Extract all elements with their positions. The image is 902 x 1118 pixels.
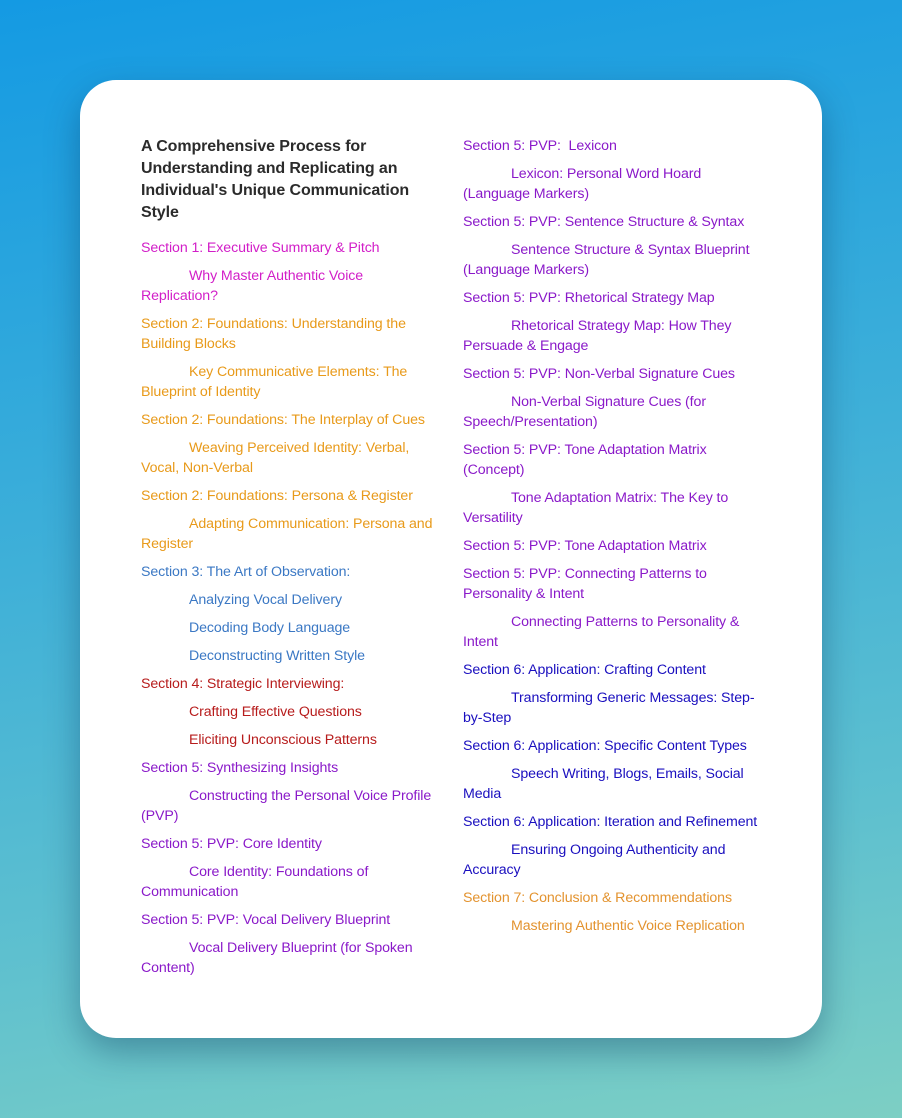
toc-link-section-6-content-types[interactable]: Section 6: Application: Specific Content Types [463, 738, 747, 754]
toc-link-vocal-blueprint[interactable]: Vocal Delivery Blueprint (for Spoken Content) [141, 940, 413, 976]
toc-link-section-5-tone-matrix[interactable]: Section 5: PVP: Tone Adaptation Matrix [463, 538, 707, 554]
toc-link-ongoing-authenticity[interactable]: Ensuring Ongoing Authenticity and Accuracy [463, 842, 726, 878]
toc-link-speech-writing[interactable]: Speech Writing, Blogs, Emails, Social Media [463, 766, 744, 802]
toc-link-key-elements[interactable]: Key Communicative Elements: The Blueprint of Identity [141, 364, 408, 400]
toc-link-nonverbal[interactable]: Non-Verbal Signature Cues (for Speech/Presentation) [463, 394, 706, 430]
toc-link-why-master[interactable]: Why Master Authentic Voice Replication? [141, 268, 364, 304]
toc-link-weaving-identity[interactable]: Weaving Perceived Identity: Verbal, Vocal, Non-Verbal [141, 440, 410, 476]
toc-link-section-1[interactable]: Section 1: Executive Summary & Pitch [141, 240, 380, 256]
toc-link-section-5-nonverbal[interactable]: Section 5: PVP: Non-Verbal Signature Cues [463, 366, 735, 382]
toc-link-written-style[interactable]: Deconstructing Written Style [189, 648, 365, 664]
document-card [80, 80, 822, 1038]
toc-left-column [141, 136, 441, 986]
toc-link-section-5-lexicon[interactable]: Section 5: PVP: Lexicon [463, 138, 617, 154]
toc-link-transforming-messages[interactable]: Transforming Generic Messages: Step-by-Step [463, 690, 755, 726]
toc-link-vocal-delivery[interactable]: Analyzing Vocal Delivery [189, 592, 342, 608]
toc-link-section-5-vocal-blueprint[interactable]: Section 5: PVP: Vocal Delivery Blueprint [141, 912, 391, 928]
toc-link-section-5-tone-concept[interactable]: Section 5: PVP: Tone Adaptation Matrix (Concept) [463, 442, 707, 478]
toc-link-constructing-pvp[interactable]: Constructing the Personal Voice Profile (PVP) [141, 788, 432, 824]
toc-link-section-2-persona[interactable]: Section 2: Foundations: Persona & Register [141, 488, 413, 504]
toc-link-body-language[interactable]: Decoding Body Language [189, 620, 351, 636]
toc-link-section-5-sentence-structure[interactable]: Section 5: PVP: Sentence Structure & Syntax [463, 214, 745, 230]
toc-link-adapting-communication[interactable]: Adapting Communication: Persona and Register [141, 516, 433, 552]
toc-link-mastering-replication[interactable]: Mastering Authentic Voice Replication [511, 918, 745, 934]
document-title: A Comprehensive Process for Understanding and Replicating an Individual's Unique Communication Style [141, 138, 410, 221]
toc-link-section-6-iteration[interactable]: Section 6: Application: Iteration and Refinement [463, 814, 758, 830]
toc-link-section-2-building-blocks[interactable]: Section 2: Foundations: Understanding the Building Blocks [141, 316, 406, 352]
toc-link-sentence-structure[interactable]: Sentence Structure & Syntax Blueprint (Language Markers) [463, 242, 750, 278]
toc-link-rhetorical[interactable]: Rhetorical Strategy Map: How They Persuade & Engage [463, 318, 732, 354]
toc-link-connecting-patterns[interactable]: Connecting Patterns to Personality & Intent [463, 614, 740, 650]
toc-link-section-2-interplay[interactable]: Section 2: Foundations: The Interplay of Cues [141, 412, 425, 428]
toc-link-section-3[interactable]: Section 3: The Art of Observation: [141, 564, 351, 580]
toc-right-column [463, 136, 768, 944]
toc-link-section-5-connecting[interactable]: Section 5: PVP: Connecting Patterns to Personality & Intent [463, 566, 707, 602]
toc-link-unconscious-patterns[interactable]: Eliciting Unconscious Patterns [189, 732, 377, 748]
toc-link-lexicon[interactable]: Lexicon: Personal Word Hoard (Language Markers) [463, 166, 702, 202]
toc-link-section-5-synthesizing[interactable]: Section 5: Synthesizing Insights [141, 760, 339, 776]
toc-link-section-4[interactable]: Section 4: Strategic Interviewing: [141, 676, 345, 692]
toc-link-section-6-crafting[interactable]: Section 6: Application: Crafting Content [463, 662, 706, 678]
toc-link-section-5-rhetorical[interactable]: Section 5: PVP: Rhetorical Strategy Map [463, 290, 715, 306]
toc-link-section-5-core-identity[interactable]: Section 5: PVP: Core Identity [141, 836, 322, 852]
toc-link-tone-versatility[interactable]: Tone Adaptation Matrix: The Key to Versatility [463, 490, 729, 526]
toc-link-effective-questions[interactable]: Crafting Effective Questions [189, 704, 362, 720]
toc-link-section-7[interactable]: Section 7: Conclusion & Recommendations [463, 890, 732, 906]
toc-link-core-identity[interactable]: Core Identity: Foundations of Communication [141, 864, 369, 900]
